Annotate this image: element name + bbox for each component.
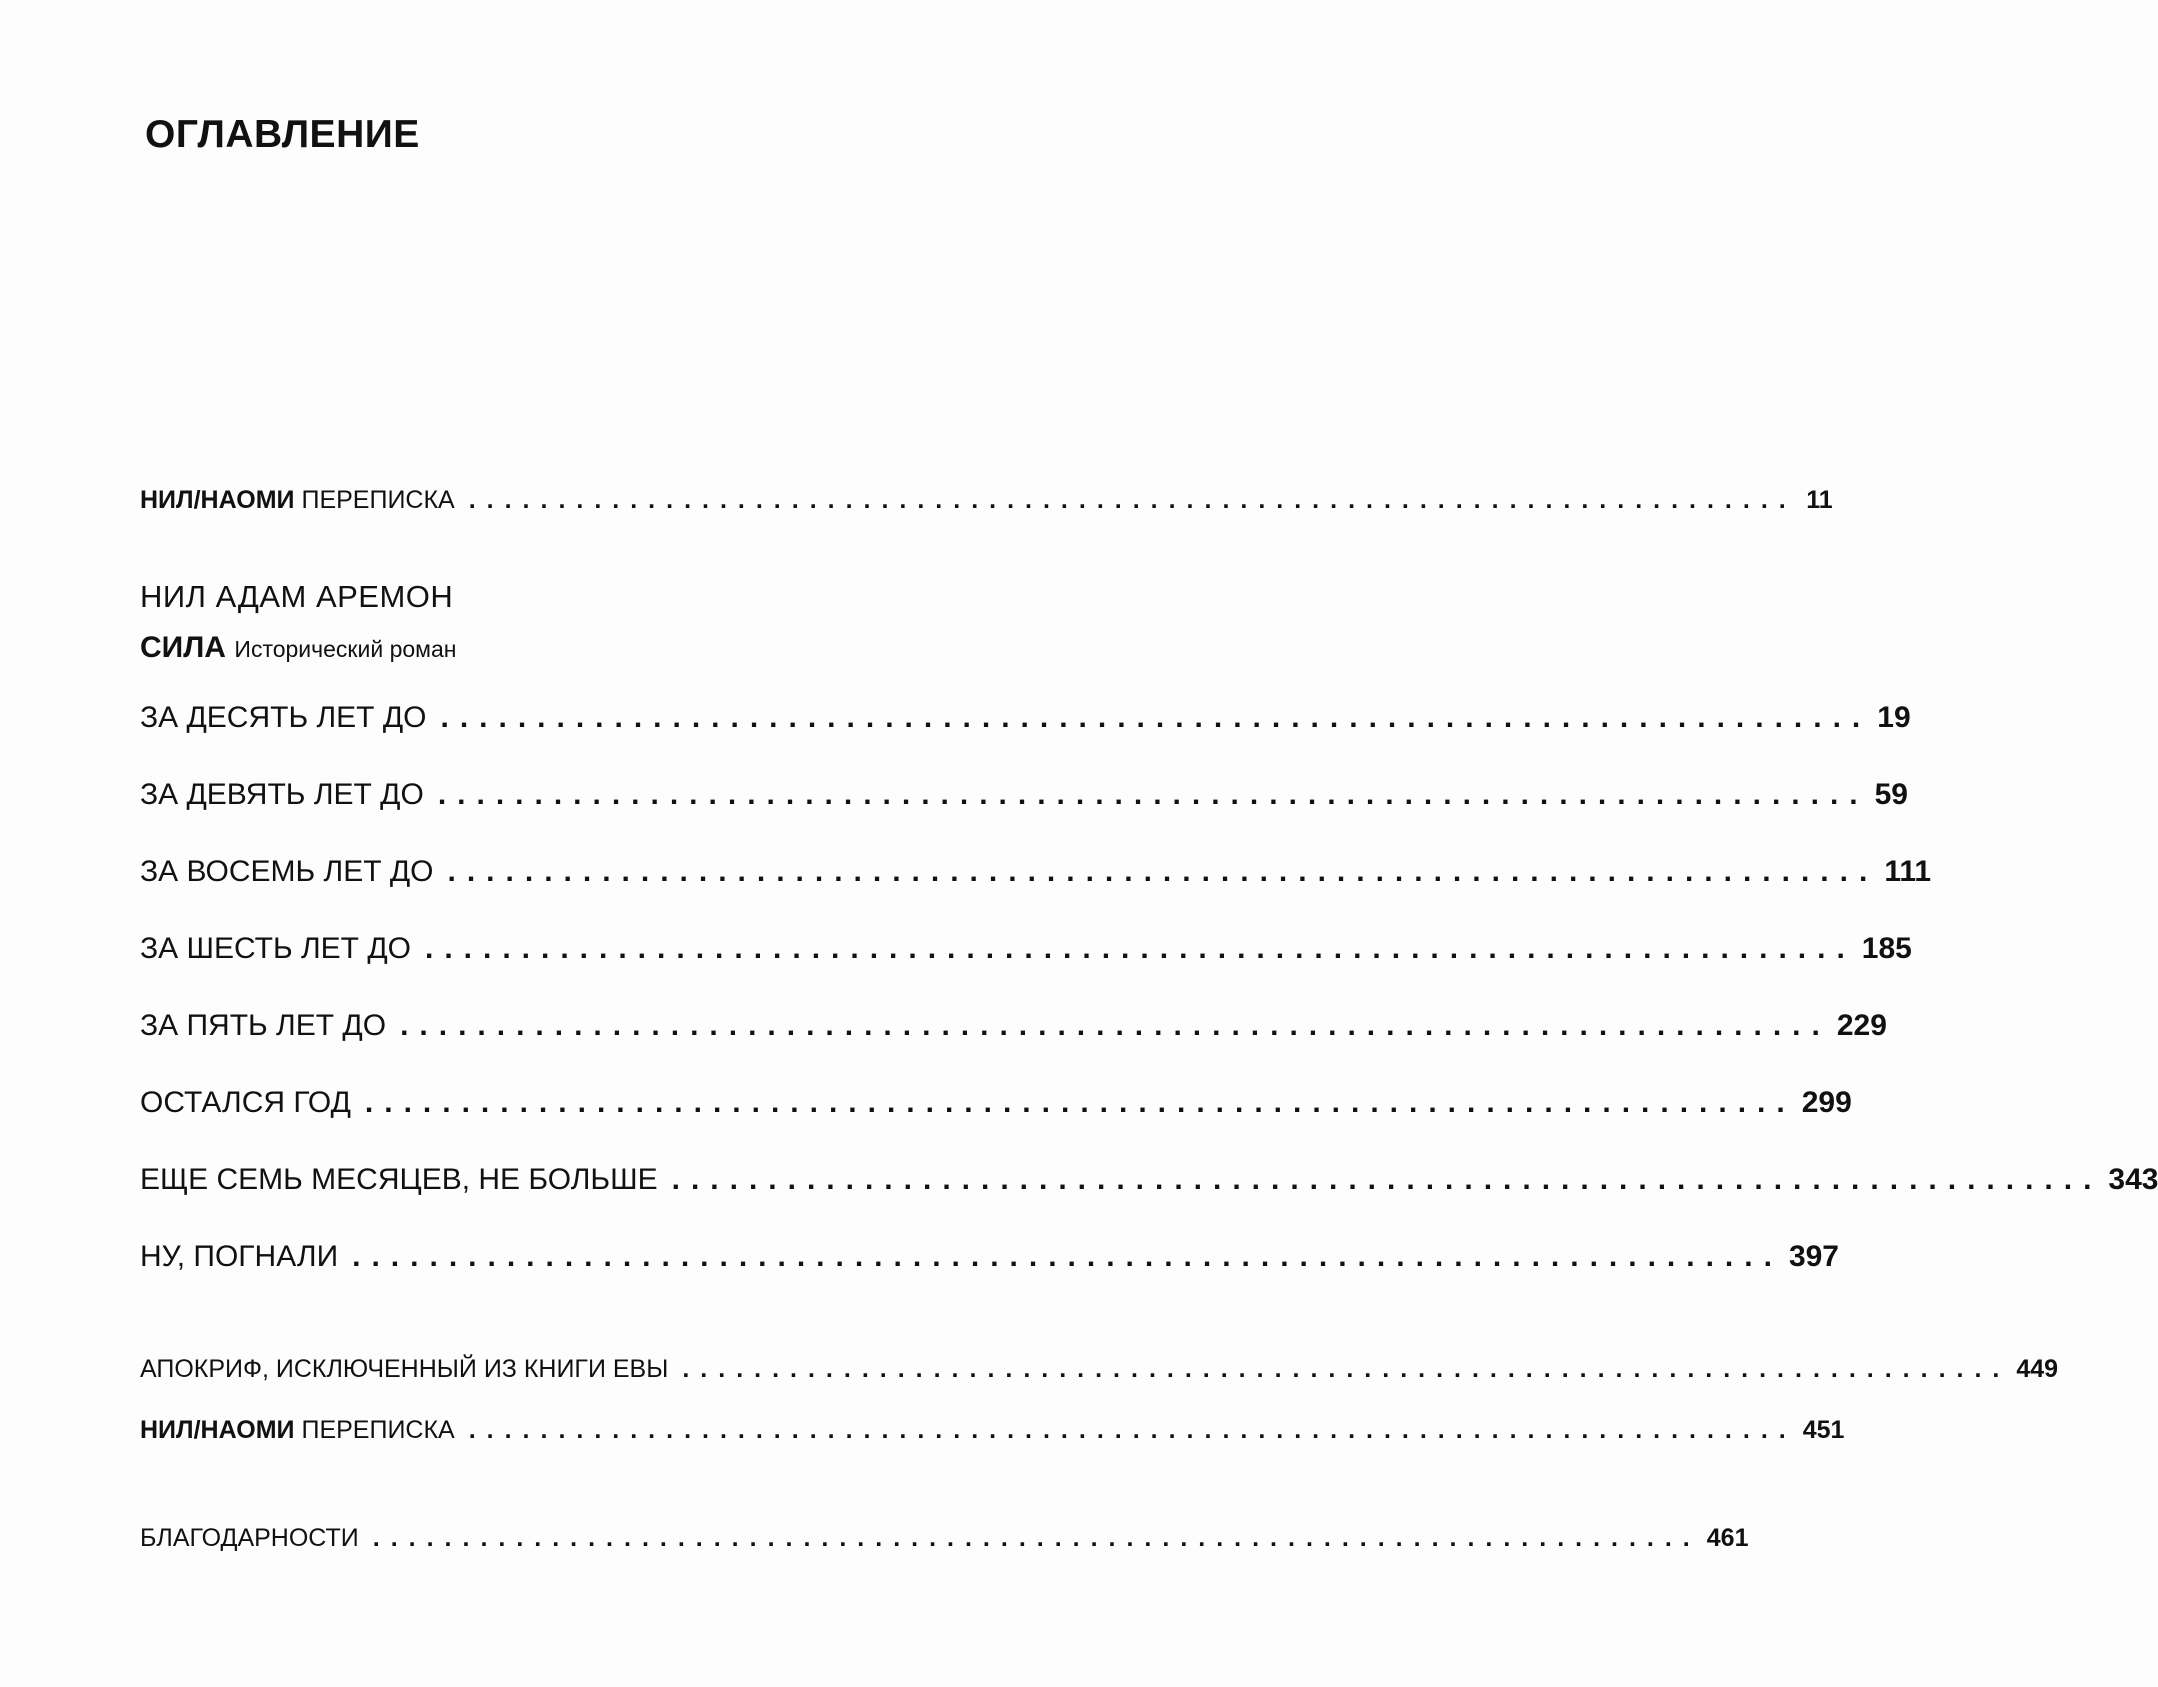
toc-page-number: 449 [2016, 1355, 2059, 1383]
toc-entry-chapter [140, 701, 1911, 734]
toc-entry-label: БЛАГОДАРНОСТИ [140, 1524, 359, 1552]
toc-entry-label-bold: НИЛ/НАОМИ [140, 1416, 295, 1444]
toc-page-number: 185 [1861, 932, 1912, 965]
toc-page-number: 19 [1877, 701, 1911, 734]
dot-leader: .......................................................................... [400, 1009, 1831, 1042]
toc-page-number: 397 [1788, 1240, 1839, 1273]
dot-leader: .......................................................................... [425, 932, 1856, 965]
toc-page-number: 343 [2108, 1163, 2158, 1196]
toc-entry-label: ЗА ШЕСТЬ ЛЕТ ДО [140, 932, 411, 965]
toc-entry-label: ЗА ДЕВЯТЬ ЛЕТ ДО [140, 778, 424, 811]
toc-entry-acknowledgements [140, 1524, 1749, 1552]
book-title: СИЛА [140, 631, 226, 664]
dot-leader: .......................................................................... [352, 1240, 1783, 1273]
toc-page-number: 461 [1706, 1524, 1749, 1552]
toc-entry-label: ЗА ВОСЕМЬ ЛЕТ ДО [140, 855, 434, 888]
toc-entry-chapter [140, 778, 1908, 811]
dot-leader: .......................................................................... [671, 1163, 2103, 1196]
dot-leader: .......................................................................... [447, 855, 1879, 888]
dot-leader: .......................................................................... [364, 1086, 1796, 1119]
dot-leader: .......................................................................... [682, 1355, 2011, 1383]
toc-entry-label: НУ, ПОГНАЛИ [140, 1240, 339, 1273]
toc-entry-apocrypha [140, 1355, 2059, 1383]
dot-leader: .......................................................................... [468, 486, 1797, 514]
page-title: ОГЛАВЛЕНИЕ [145, 113, 420, 156]
dot-leader: .......................................................................... [440, 701, 1872, 734]
book-subtitle: Исторический роман [234, 636, 457, 662]
toc-entry-label: ЕЩЕ СЕМЬ МЕСЯЦЕВ, НЕ БОЛЬШЕ [140, 1163, 658, 1196]
toc-entry-correspondence-1 [140, 486, 1833, 514]
toc-entry-label [140, 1418, 455, 1443]
dot-leader: .......................................................................... [437, 778, 1869, 811]
toc-entry-label-normal: ПЕРЕПИСКА [301, 486, 455, 514]
toc-entry-chapter [140, 855, 1932, 888]
toc-entry-label [140, 488, 455, 513]
toc-page-number: 11 [1806, 486, 1833, 514]
book-title-line [140, 633, 456, 663]
toc-entry-label: ЗА ДЕСЯТЬ ЛЕТ ДО [140, 701, 427, 734]
toc-entry-chapter [140, 1240, 1839, 1273]
toc-entry-label: ОСТАЛСЯ ГОД [140, 1086, 351, 1119]
toc-page-number: 59 [1874, 778, 1908, 811]
toc-entry-label: АПОКРИФ, ИСКЛЮЧЕННЫЙ ИЗ КНИГИ ЕВЫ [140, 1355, 669, 1383]
dot-leader: .......................................................................... [372, 1524, 1701, 1552]
toc-entry-chapter [140, 1086, 1852, 1119]
toc-entry-chapter [140, 932, 1912, 965]
toc-entry-label-normal: ПЕРЕПИСКА [301, 1416, 455, 1444]
toc-entry-correspondence-2 [140, 1416, 1845, 1444]
toc-entry-label: ЗА ПЯТЬ ЛЕТ ДО [140, 1009, 387, 1042]
toc-entry-chapter [140, 1163, 2158, 1196]
toc-page-number: 229 [1836, 1009, 1887, 1042]
book-author: НИЛ АДАМ АРЕМОН [140, 579, 454, 614]
toc-entry-chapter [140, 1009, 1887, 1042]
toc-page-number: 299 [1801, 1086, 1852, 1119]
toc-page-number: 451 [1802, 1416, 1845, 1444]
toc-entry-label-bold: НИЛ/НАОМИ [140, 486, 295, 514]
dot-leader: .......................................................................... [468, 1416, 1797, 1444]
toc-page-number: 111 [1884, 855, 1932, 888]
